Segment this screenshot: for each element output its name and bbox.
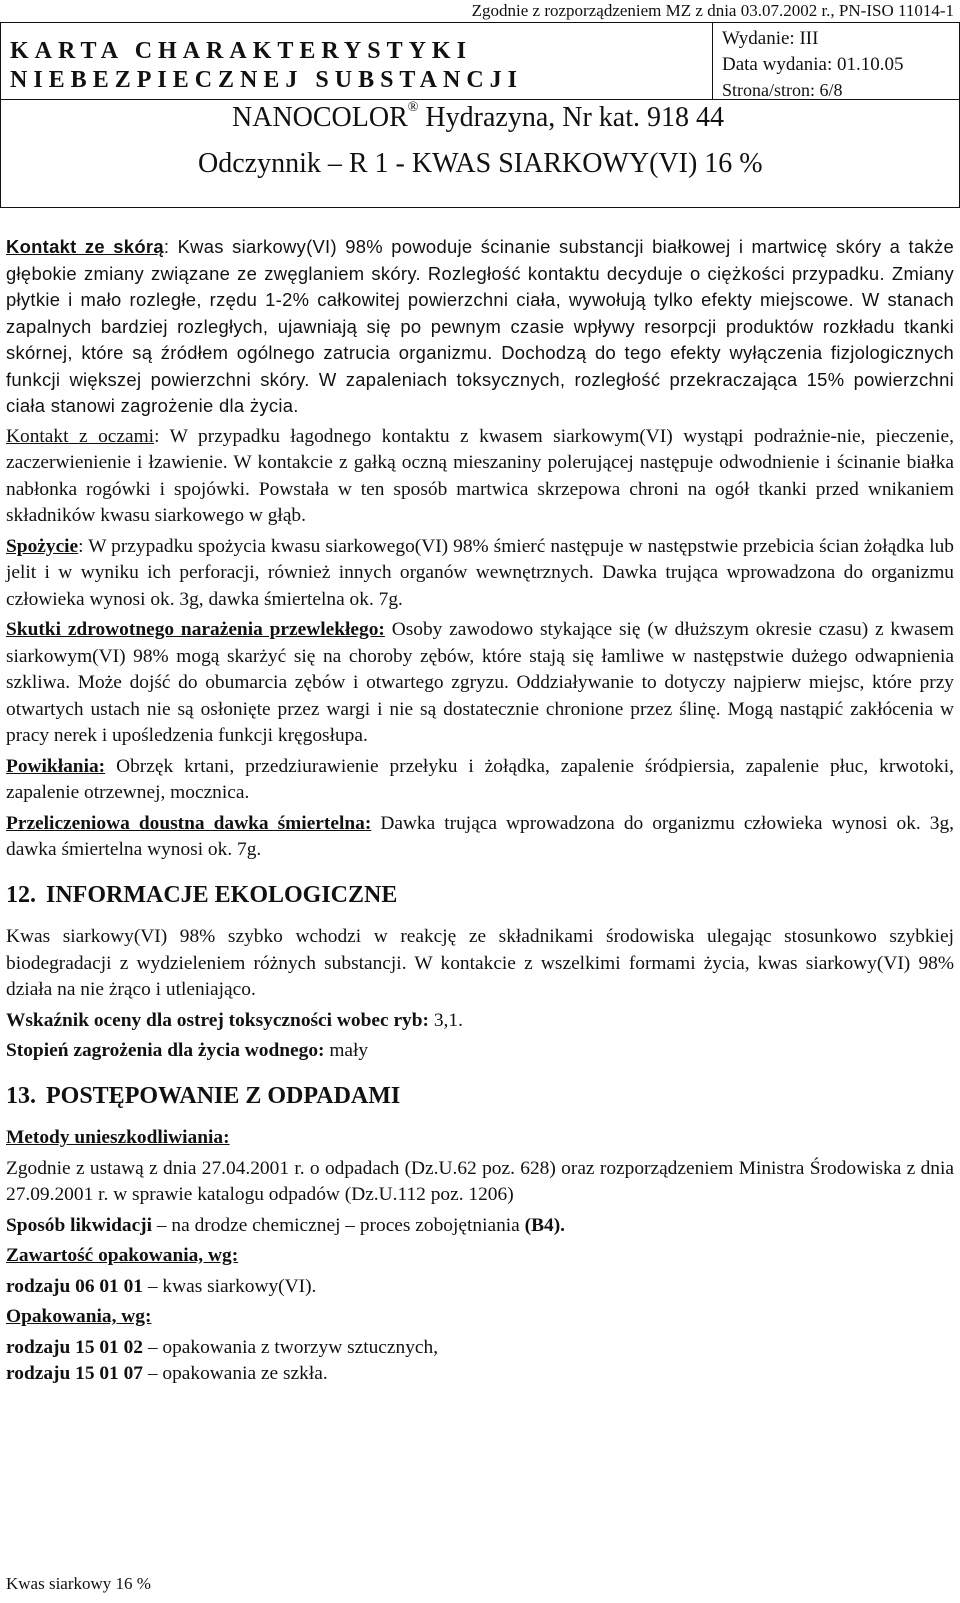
complications-label: Powikłania: bbox=[6, 755, 106, 777]
header-left-border bbox=[0, 22, 1, 208]
ecology-paragraph: Kwas siarkowy(VI) 98% szybko wchodzi w reakcję ze składnikami środowiska ulegając stosunkowo szybkiej biodegradacji z wydzieleniem różnych substancji. W kontakcie z wszelkimi formami życia, kwas siarkowy(VI) 98% działa na nie żrąco i utleniająco. bbox=[6, 926, 954, 1000]
issue-date: Data wydania: 01.10.05 bbox=[722, 54, 904, 75]
chronic-exposure-paragraph: Skutki zdrowotnego narażenia przewlekłego: Osoby zawodowo stykające się (w dłuższym okresie czasu) z kwasem siarkowym(VI) 98% mogą skarżyć się na choroby zębów, które stają się łamliwe w następstwie dużego odwapnienia szkliwa. Może dojść do obumarcia zębów i otwartego zgryzu. Oddziaływanie to dotyczy najpierw miejsc, które przy otwartych ustach nie są osłonięte przez wargi i nie są dostatecznie chronione przez ślinę. Mogą nastąpić zakłócenia w pracy nerek i upośledzenia funkcji kręgosłupa. bbox=[6, 619, 954, 746]
package-contents-code: rodzaju 06 01 01 – kwas siarkowy(VI). bbox=[6, 1275, 317, 1297]
reagent-name: Odczynnik – R 1 - KWAS SIARKOWY(VI) 16 % bbox=[198, 148, 763, 179]
registered-mark: ® bbox=[407, 100, 419, 115]
disposal-method: Sposób likwidacji – na drodze chemicznej – proces zobojętniania (B4). bbox=[6, 1214, 566, 1236]
eye-contact-label: Kontakt z oczami bbox=[6, 425, 155, 447]
lethal-dose-paragraph: Przeliczeniowa doustna dawka śmiertelna: Dawka trująca wprowadzona do organizmu człowieka wynosi ok. 3g, dawka śmiertelna wynosi ok. 7g. bbox=[6, 812, 954, 860]
fish-toxicity: Wskaźnik oceny dla ostrej toksyczności wobec ryb: 3,1. bbox=[6, 1009, 463, 1031]
eye-contact-paragraph: Kontakt z oczami: W przypadku łagodnego kontaktu z kwasem siarkowym(VI) wystąpi podrażnie-nie, pieczenie, zaczerwienienie i łzawienie. W kontakcie z gałką oczną mieszaniny polerującej następuje odwodnienie i ścinanie białka nabłonka rogówki i spojówki. Powstała w ten sposób martwica skrzepowa chroni na ogół tkanki przed wnikaniem składników kwasu siarkowego w głąb. bbox=[6, 425, 954, 526]
ingestion-label: Spożycie bbox=[6, 535, 79, 557]
header-bottom-rule bbox=[0, 207, 960, 208]
complications-paragraph: Powikłania: Obrzęk krtani, przedziurawienie przełyku i żołądka, zapalenie śródpiersia, zapalenie płuc, krwotoki, zapalenie otrzewnej, mocznica. bbox=[6, 755, 954, 803]
document-title-line1: KARTA CHARAKTERYSTYKI bbox=[10, 38, 472, 64]
document-body bbox=[6, 234, 954, 1392]
edition: Wydanie: III bbox=[722, 28, 819, 49]
packaging-label: Opakowania, wg: bbox=[6, 1306, 152, 1327]
product-name: NANOCOLOR® Hydrazyna, Nr kat. 918 44 bbox=[232, 100, 725, 133]
lethal-dose-label: Przeliczeniowa doustna dawka śmiertelna: bbox=[6, 812, 372, 834]
package-contents-label: Zawartość opakowania, wg: bbox=[6, 1245, 239, 1266]
packaging-code-2: rodzaju 15 01 07 – opakowania ze szkła. bbox=[6, 1363, 328, 1384]
document-title-line2: NIEBEZPIECZNEJ SUBSTANCJI bbox=[10, 67, 523, 93]
section-12-heading: 12. INFORMACJE EKOLOGICZNE bbox=[6, 881, 398, 908]
skin-contact-paragraph: Kontakt ze skórą: Kwas siarkowy(VI) 98% powoduje ścinanie substancji białkowej i martwicę skóry a także głębokie zmiany związane ze zwęglaniem skóry. Rozległość kontaktu decyduje o ciężkości przypadku. Zmiany płytkie i mało rozległe, rzędu 1-2% całkowitej powierzchni ciała, wywołują tylko efekty miejscowe. W stanach zapalnych bardziej rozległych, ujawniają się po pewnym czasie wpływy resorpcji produktów rozkładu tkanki skórnej, które są źródłem ogólnego zatrucia organizmu. Dochodzą do tego efekty wyłączenia fizjologicznych funkcji większej powierzchni skóry. W zapaleniach toksycznych, rozległość przekraczająca 15% powierzchni ciała stanowi zagrożenie dla życia. bbox=[6, 236, 954, 416]
page-footer: Kwas siarkowy 16 % bbox=[6, 1574, 151, 1593]
header-top-rule bbox=[0, 22, 960, 23]
section-13-heading: 13. POSTĘPOWANIE Z ODPADAMI bbox=[6, 1082, 401, 1109]
ingestion-paragraph: Spożycie: W przypadku spożycia kwasu siarkowego(VI) 98% śmierć następuje w następstwie przebicia ścian żołądka lub jelit i w wyniku ich perforacji, również innych organów wewnętrznych. Dawka trująca wprowadzona do organizmu człowieka wynosi ok. 3g, dawka śmiertelna ok. 7g. bbox=[6, 535, 954, 610]
aquatic-hazard: Stopień zagrożenia dla życia wodnego: mały bbox=[6, 1040, 369, 1061]
document-header bbox=[0, 22, 960, 208]
page-counter: Strona/stron: 6/8 bbox=[722, 80, 843, 100]
regulation-note: Zgodnie z rozporządzeniem MZ z dnia 03.07.2002 r., PN-ISO 11014-1 bbox=[471, 1, 954, 20]
disposal-methods-label: Metody unieszkodliwiania: bbox=[6, 1127, 230, 1148]
skin-contact-label: Kontakt ze skórą bbox=[6, 236, 164, 257]
disposal-methods-text: Zgodnie z ustawą z dnia 27.04.2001 r. o odpadach (Dz.U.62 poz. 628) oraz rozporządzeniem Ministra Środowiska z dnia 27.09.2001 r. w sprawie katalogu odpadów (Dz.U.112 poz. 1206) bbox=[6, 1157, 954, 1205]
header-divider bbox=[712, 22, 713, 99]
packaging-code-1: rodzaju 15 01 02 – opakowania z tworzyw sztucznych, bbox=[6, 1336, 439, 1358]
chronic-exposure-label: Skutki zdrowotnego narażenia przewlekłego: bbox=[6, 619, 385, 640]
